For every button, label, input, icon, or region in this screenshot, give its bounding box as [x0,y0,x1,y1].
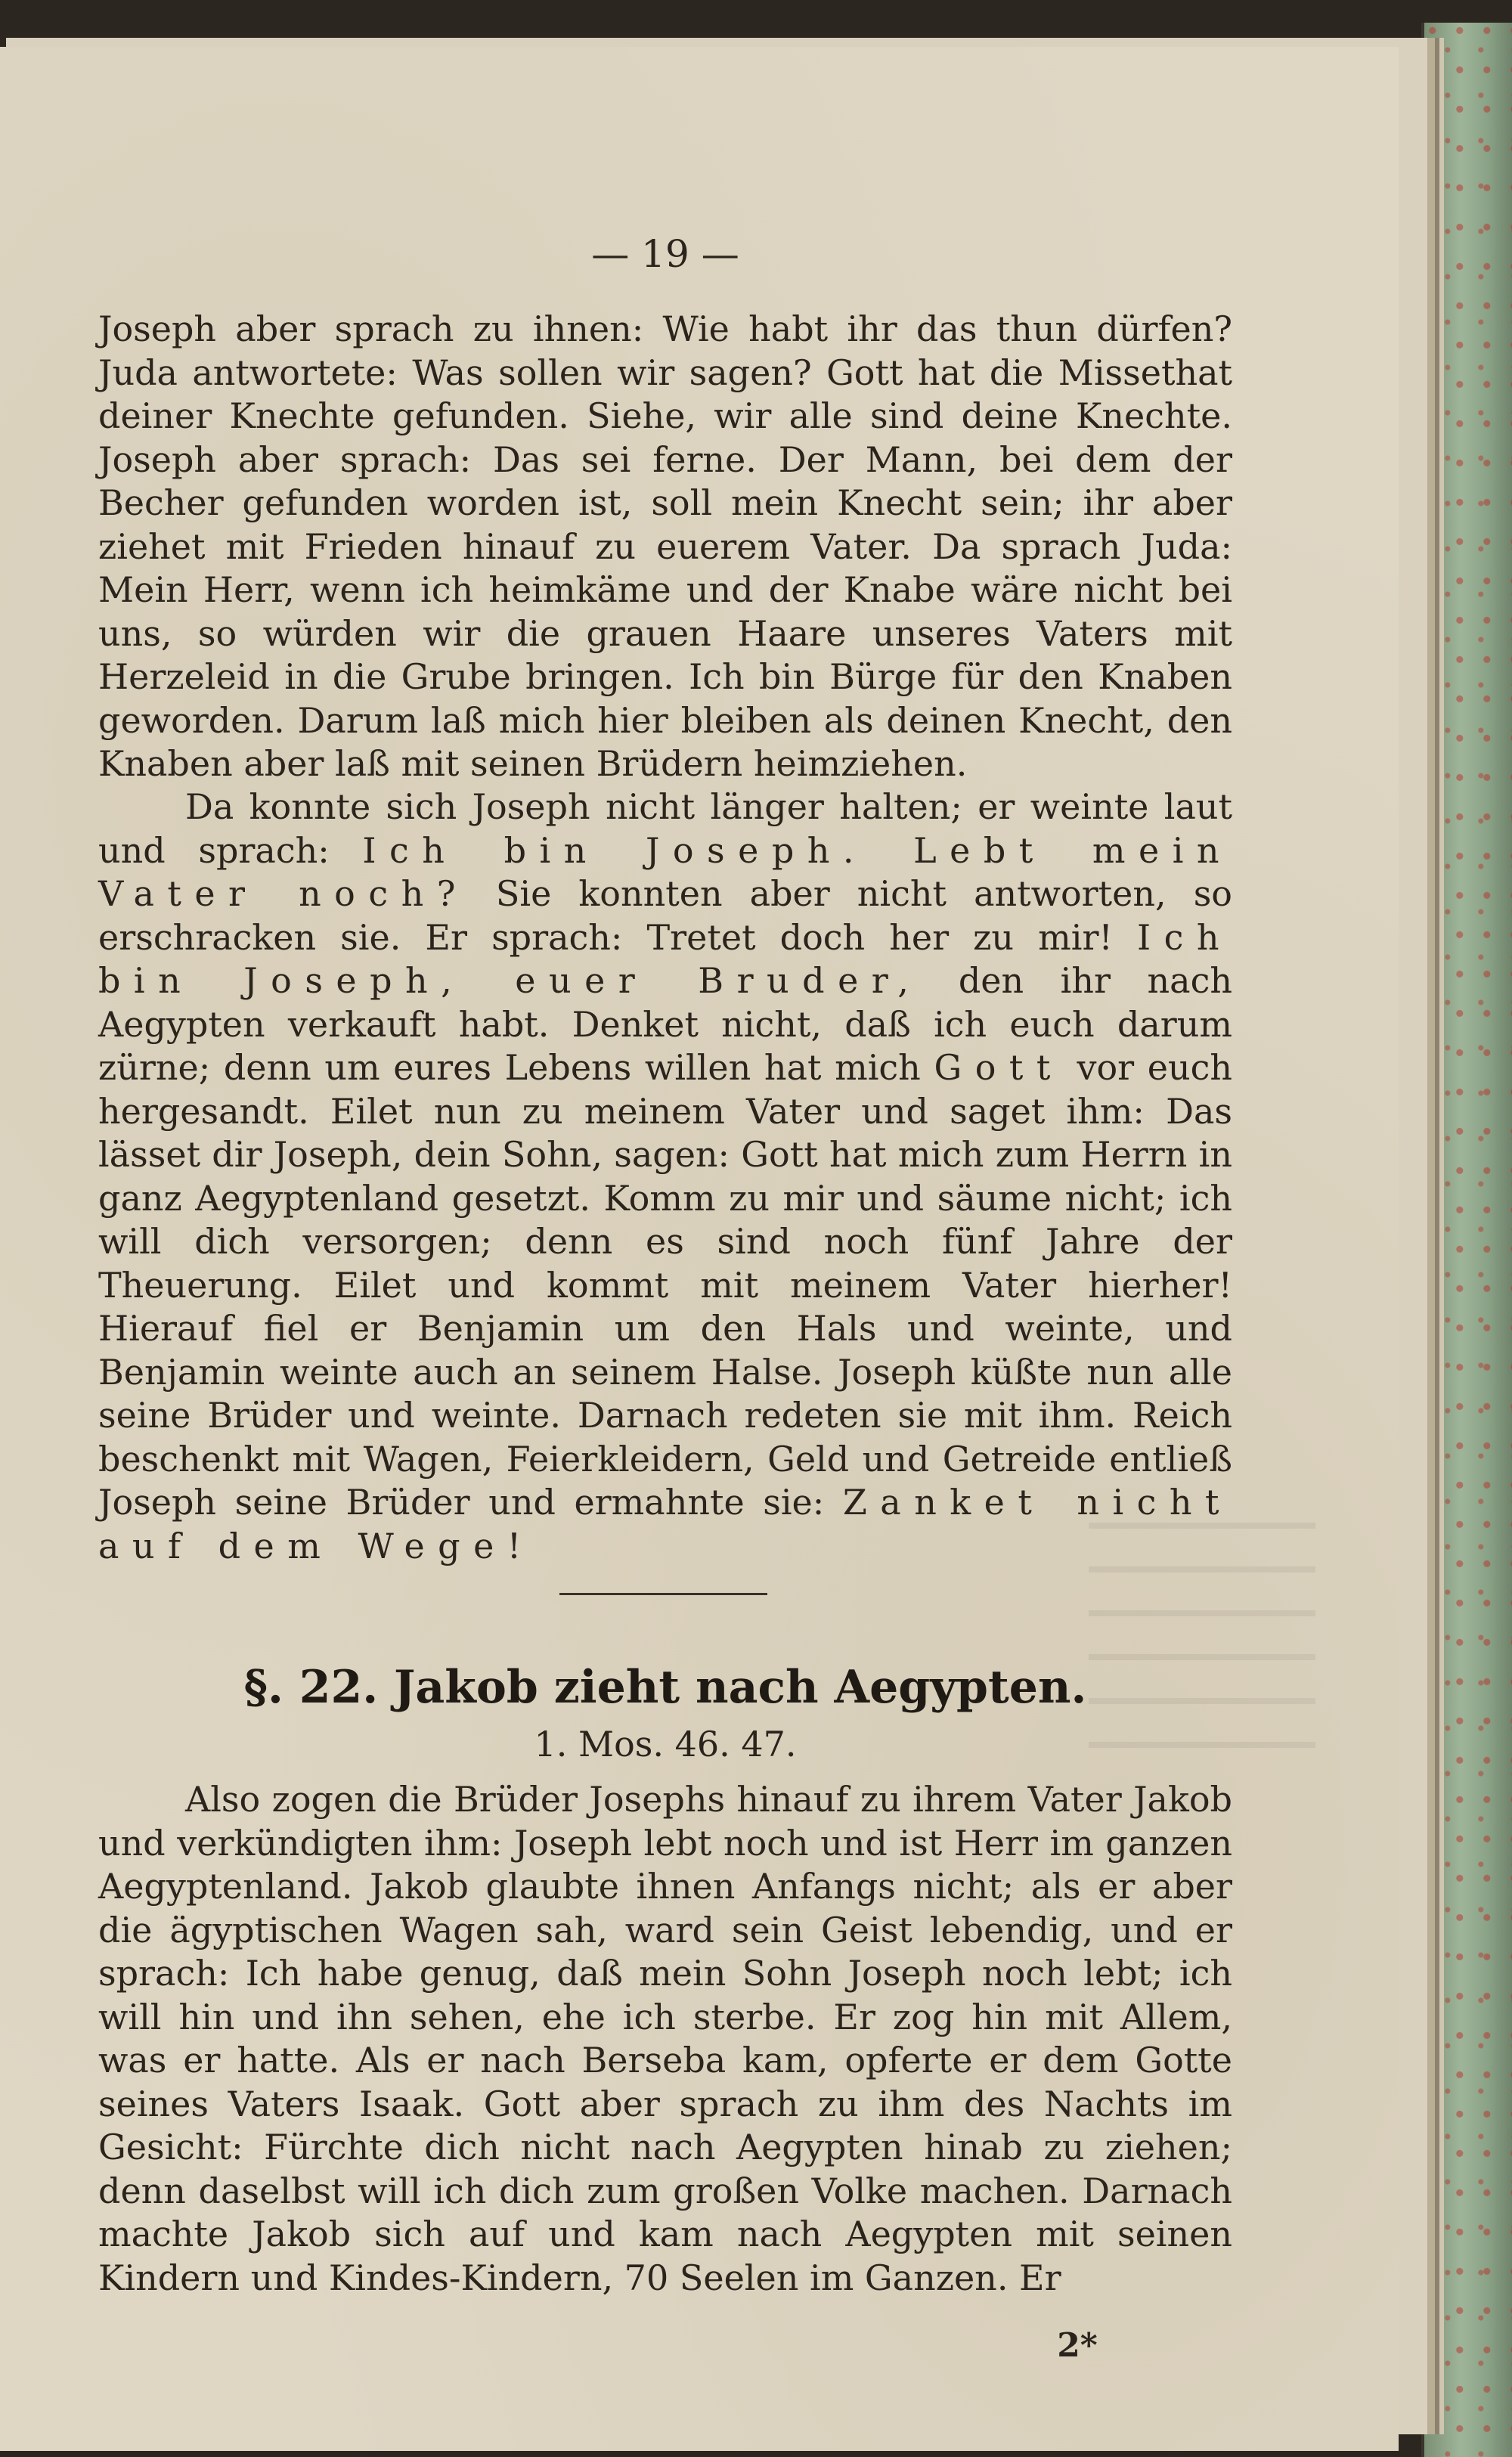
text-segment: Sie konnten aber nicht antworten, so erschracken sie. Er sprach: Tretet doch her zu mir! [98,873,1232,958]
spaced-emphasis: Zanket nicht auf dem Wege! [98,1482,1232,1566]
spaced-emphasis: Ich bin Joseph, euer Bruder, [98,916,1232,1001]
page-number: — 19 — [591,232,739,276]
paragraph-text-composite [98,785,1232,1568]
paragraph-jakob-travels [98,1778,1232,2300]
section-heading: §. 22. Jakob zieht nach Aegypten. [243,1661,1087,1714]
paragraph-text: Also zogen die Brüder Josephs hinauf zu ihrem Vater Jakob und verkündigten ihm: Joseph lebt noch und ist Herr im ganzen Aegyptenland. Jakob glaubte ihnen Anfangs nicht; als er aber die ägyptischen Wagen sah, ward sein Geist lebendig, und er sprach: Ich habe genug, daß mein Sohn Joseph noch lebt; ich will hin und ihn sehen, ehe ich sterbe. Er zog hin mit Allem, was er hatte. Als er nach Berseba kam, opferte er dem Gotte seines Vaters Isaak. Gott aber sprach zu ihm des Nachts im Gesicht: Fürchte dich nicht nach Aegypten hinab zu ziehen; denn daselbst will ich dich zum großen Volke machen. Darnach machte Jakob sich auf und kam nach Aegypten mit seinen Kindern und Kindes-Kindern, 70 Seelen im Ganzen. Er [98,1779,1232,2298]
spaced-emphasis: Ich bin Joseph. Lebt mein Vater noch? [98,829,1232,914]
spaced-emphasis: Gott [934,1047,1064,1088]
paragraph-joseph-juda [98,308,1232,786]
section-divider [559,1593,767,1595]
text-segment: vor euch hergesandt. Eilet nun zu meinem Vater und saget ihm: Das lässet dir Joseph, dein Sohn, sagen: Gott hat mich zum Herrn in ganz Aegyptenland gesetzt. Komm zu mir und säume nicht; ich will dich versorgen; denn es sind noch fünf Jahre der Theuerung. Eilet und kommt mit meinem Vater hierher! Hierauf fiel er Benjamin um den Hals und weinte, und Benjamin weinte auch an seinem Halse. Joseph küßte nun alle seine Brüder und weinte. Darnach redeten sie mit ihm. Reich beschenkt mit Wagen, Feierkleidern, Geld und Getreide entließ Joseph seine Brüder und ermahnte sie: [98,1047,1233,1523]
paragraph-joseph-reveals [98,785,1232,1568]
book-page [0,47,1399,2451]
text-segment: den ihr nach Aegypten verkauft habt. Denket nicht, daß ich euch darum zürne; denn um eures Lebens willen hat mich [98,960,1232,1088]
text-segment: Da konnte sich Joseph nicht länger halten; er weinte laut und sprach: [98,786,1232,871]
signature-mark: 2* [1057,2326,1098,2365]
book-cover-edge [1421,23,1512,2457]
paragraph-text: Joseph aber sprach zu ihnen: Wie habt ihr das thun dürfen? Juda antwortete: Was sollen wir sagen? Gott hat die Missethat deiner Knechte gefunden. Siehe, wir alle sind deine Knechte. Joseph aber sprach: Das sei ferne. Der Mann, bei dem der Becher gefunden worden ist, soll mein Knecht sein; ihr aber ziehet mit Frieden hinauf zu euerem Vater. Da sprach Juda: Mein Herr, wenn ich heimkäme und der Knabe wäre nicht bei uns, so würden wir die grauen Haare unseres Vaters mit Herzeleid in die Grube bringen. Ich bin Bürge für den Knaben geworden. Darum laß mich hier bleiben als deinen Knecht, den Knaben aber laß mit seinen Brüdern heimziehen. [98,308,1232,784]
section-reference: 1. Mos. 46. 47. [534,1724,797,1765]
